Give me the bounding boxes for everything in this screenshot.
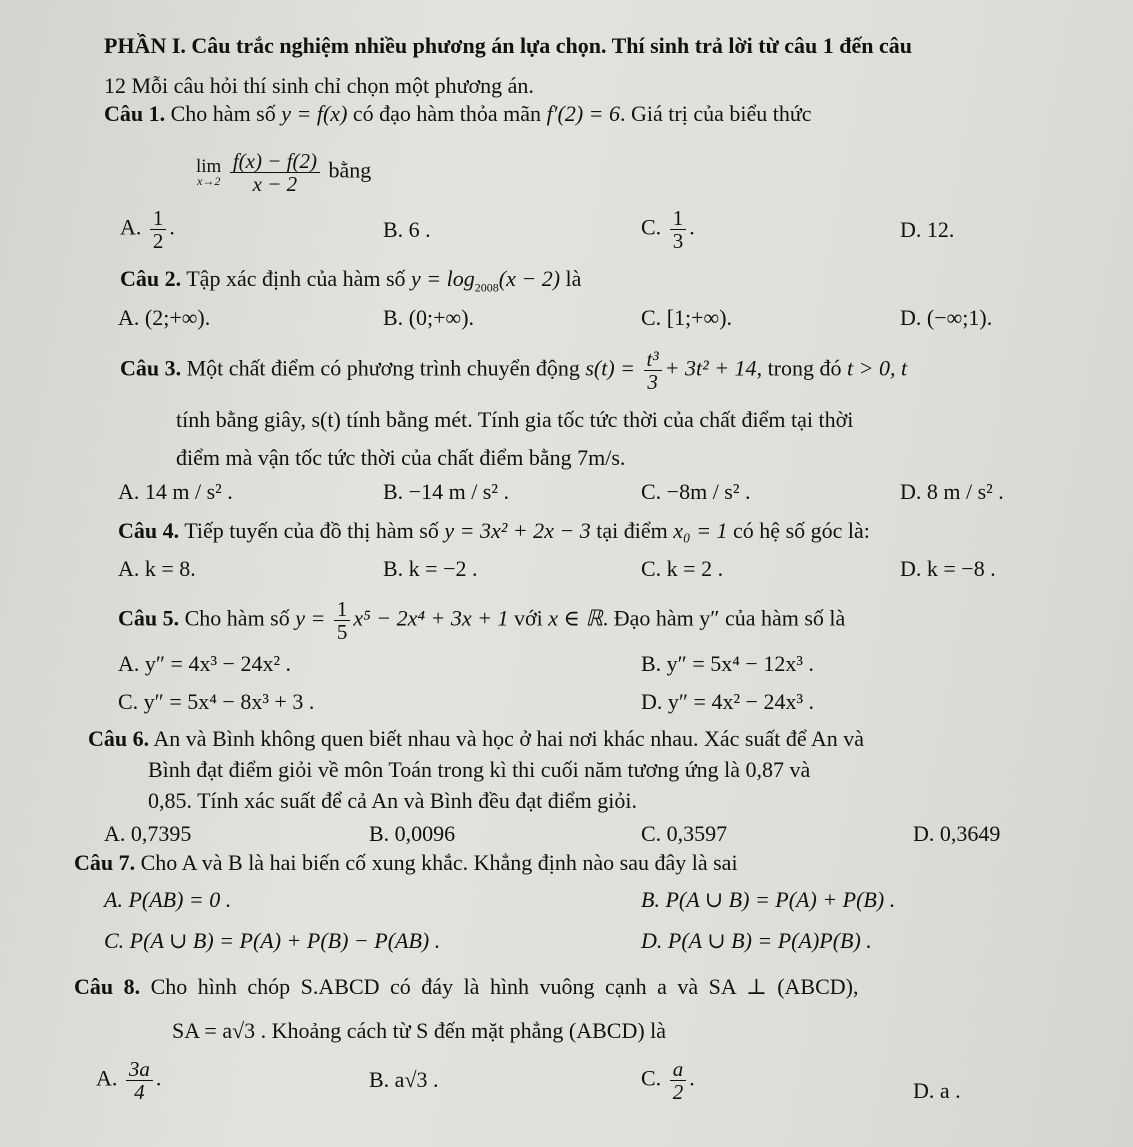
q8-option-c[interactable]: C. $\frac{a}{2}$ .: [641, 1057, 695, 1104]
q3-stem: [120, 348, 907, 393]
q1-text-b: có đạo hàm thỏa mãn: [352, 101, 542, 126]
q6-line3: 0,85. Tính xác suất để cả An và Bình đều đạt điểm giỏi.: [148, 788, 637, 813]
q1-text-a: Cho hàm số: [170, 101, 276, 126]
q2-option-d[interactable]: [900, 305, 992, 331]
q1-a-label: A.: [120, 214, 142, 240]
q1-fraction: [230, 150, 320, 195]
q5-stem: [118, 598, 845, 643]
q2-base: 2008: [474, 280, 499, 295]
q2-a-label: A.: [118, 305, 140, 330]
q8-c-num: a: [670, 1058, 687, 1081]
q5-option-b[interactable]: B. y″ = 5x⁴ − 12x³ .: [641, 651, 814, 676]
q5-frac-num: 1: [334, 598, 351, 621]
q3-label: Câu 3.: [120, 355, 182, 381]
q5-rest: x⁵ − 2x⁴ + 3x + 1: [353, 605, 509, 631]
q1-c-label: C.: [641, 214, 662, 240]
q7-text: Cho A và B là hai biến cố xung khắc. Khẳng định nào sau đây là sai: [140, 850, 738, 875]
q6-option-c[interactable]: C. 0,3597: [641, 821, 728, 846]
q3-line2: tính bằng giây, s(t) tính bằng mét. Tính gia tốc tức thời của chất điểm tại thời: [176, 407, 854, 432]
q1-a-frac: [150, 207, 167, 252]
q1-text-c: . Giá trị của biểu thức: [620, 101, 812, 126]
q3-line3: điểm mà vận tốc tức thời của chất điểm bằng 7m/s.: [176, 445, 626, 470]
q3-text: Một chất điểm có phương trình chuyển động: [186, 355, 580, 381]
q2-option-a[interactable]: [118, 305, 210, 331]
q4-label: Câu 4.: [118, 518, 180, 543]
q3-option-c[interactable]: C. −8m / s² .: [641, 479, 751, 504]
q8-c-frac: [670, 1058, 687, 1103]
q2-tail: là: [565, 266, 582, 291]
section-title: PHẦN I. Câu trắc nghiệm nhiều phương án lựa chọn. Thí sinh trả lời từ câu 1 đến câu: [104, 33, 913, 58]
q1-lim-word: lim: [196, 155, 222, 177]
q3-s: s(t) =: [585, 355, 636, 381]
q1-c-den: 3: [672, 229, 684, 253]
q2-option-b[interactable]: [383, 305, 474, 331]
q8-option-d[interactable]: D. a .: [913, 1078, 961, 1103]
q1-frac-num: f(x) − f(2): [230, 150, 320, 173]
q4-tail: có hệ số góc là:: [733, 518, 870, 543]
q8-option-a[interactable]: A. $\frac{3a}{4}$ .: [96, 1057, 162, 1104]
q1-label: Câu 1.: [104, 101, 166, 126]
q7-option-a[interactable]: A. P(AB) = 0 .: [104, 887, 232, 912]
q4-stem: [118, 518, 870, 544]
q8-text: Cho hình chóp S.ABCD có đáy là hình vuông cạnh a và SA ⊥ (ABCD),: [150, 974, 859, 999]
q2-b-label: B.: [383, 305, 404, 330]
q1-option-d[interactable]: D. 12.: [900, 217, 955, 242]
q3-frac-num: t³: [644, 348, 662, 371]
q2-c-value: [1;+∞).: [666, 305, 733, 330]
q1-a-den: 2: [152, 229, 164, 253]
q7-option-b[interactable]: B. P(A ∪ B) = P(A) + P(B) .: [641, 887, 896, 912]
q2-formula: y = log: [411, 266, 475, 291]
q1-limit: [196, 155, 222, 188]
q8-c-den: 2: [672, 1080, 684, 1104]
q3-tail: , trong đó: [756, 355, 842, 381]
q3-option-b[interactable]: B. −14 m / s² .: [383, 479, 509, 504]
q7-option-d[interactable]: D. P(A ∪ B) = P(A)P(B) .: [641, 928, 872, 953]
q3-option-d[interactable]: D. 8 m / s² .: [900, 479, 1004, 504]
q5-fraction: [334, 598, 351, 643]
q2-b-value: (0;+∞).: [408, 305, 475, 330]
q5-option-c[interactable]: C. y″ = 5x⁴ − 8x³ + 3 .: [118, 689, 315, 714]
q8-a-num: 3a: [126, 1058, 153, 1081]
q8-c-label: C.: [641, 1065, 662, 1091]
q2-d-label: D.: [900, 305, 922, 330]
q5-mid: với: [514, 605, 543, 631]
q1-func: y = f(x): [281, 101, 348, 126]
q4-point: x₀ = 1: [673, 518, 728, 543]
q6-label: Câu 6.: [88, 726, 150, 751]
q1-limit-expression: [196, 150, 371, 195]
q5-y: y =: [295, 605, 326, 631]
q3-fraction: [644, 348, 662, 393]
q6-option-d[interactable]: D. 0,3649: [913, 821, 1001, 846]
q7-option-c[interactable]: C. P(A ∪ B) = P(A) + P(B) − P(AB) .: [104, 928, 441, 953]
q8-a-label: A.: [96, 1065, 118, 1091]
q2-label: Câu 2.: [120, 266, 182, 291]
q4-option-a[interactable]: A. k = 8.: [118, 556, 196, 581]
q6-option-b[interactable]: B. 0,0096: [369, 821, 456, 846]
q3-cond: t > 0, t: [847, 355, 908, 381]
q3-option-a[interactable]: A. 14 m / s² .: [118, 479, 233, 504]
q2-c-label: C.: [641, 305, 662, 330]
section-instruction: 12 Mỗi câu hỏi thí sinh chỉ chọn một phương án.: [104, 73, 534, 98]
q4-option-c[interactable]: C. k = 2 .: [641, 556, 724, 581]
q5-frac-den: 5: [336, 620, 348, 644]
q6-stem: [88, 726, 864, 752]
q5-domain: x ∈ ℝ: [548, 605, 603, 631]
q5-tail: . Đạo hàm y″ của hàm số là: [602, 605, 846, 631]
q2-arg: (x − 2): [498, 266, 561, 291]
q8-line2: SA = a√3 . Khoảng cách từ S đến mặt phẳng (ABCD) là: [172, 1018, 667, 1043]
q2-d-value: (−∞;1).: [926, 305, 993, 330]
q4-option-d[interactable]: D. k = −8 .: [900, 556, 996, 581]
q1-lim-sub: x→2: [197, 173, 221, 188]
q1-text-d: bằng: [328, 157, 372, 183]
q3-frac-den: 3: [647, 370, 658, 394]
q7-stem: [74, 850, 738, 876]
q4-text: Tiếp tuyến của đồ thị hàm số: [184, 518, 439, 543]
q1-cond: f′(2) = 6: [546, 101, 620, 126]
q8-label: Câu 8.: [74, 974, 141, 999]
q2-option-c[interactable]: [641, 305, 732, 331]
q7-label: Câu 7.: [74, 850, 136, 875]
q8-a-frac: [126, 1058, 153, 1103]
q1-option-c[interactable]: C. $\frac{1}{3}$ .: [641, 206, 695, 253]
q8-a-den: 4: [134, 1080, 145, 1104]
q6-option-a[interactable]: A. 0,7395: [104, 821, 192, 846]
q1-a-num: 1: [150, 207, 167, 230]
q5-option-d[interactable]: D. y″ = 4x² − 24x³ .: [641, 689, 815, 714]
q1-stem: [104, 101, 812, 127]
q5-text: Cho hàm số: [184, 605, 290, 631]
q1-option-b[interactable]: B. 6 .: [383, 217, 431, 242]
q1-frac-den: x − 2: [252, 172, 298, 196]
q4-option-b[interactable]: B. k = −2 .: [383, 556, 478, 581]
q2-text: Tập xác định của hàm số: [186, 266, 406, 291]
q1-c-frac: [670, 207, 687, 252]
q8-option-b[interactable]: B. a√3 .: [369, 1067, 439, 1092]
q5-label: Câu 5.: [118, 605, 180, 631]
q2-a-value: (2;+∞).: [144, 305, 211, 330]
q8-stem: [74, 974, 859, 1000]
q1-c-num: 1: [670, 207, 687, 230]
q3-rest: + 3t² + 14: [664, 355, 757, 381]
q4-formula: y = 3x² + 2x − 3: [444, 518, 591, 543]
q5-option-a[interactable]: A. y″ = 4x³ − 24x² .: [118, 651, 292, 676]
q4-mid: tại điểm: [596, 518, 668, 543]
q1-option-a[interactable]: A. $\frac{1}{2}$ .: [120, 206, 175, 253]
q6-line2: Bình đạt điểm giỏi về môn Toán trong kì thi cuối năm tương ứng là 0,87 và: [148, 757, 811, 782]
q6-line1: An và Bình không quen biết nhau và học ở hai nơi khác nhau. Xác suất để An và: [153, 726, 865, 751]
q2-stem: [120, 266, 581, 300]
